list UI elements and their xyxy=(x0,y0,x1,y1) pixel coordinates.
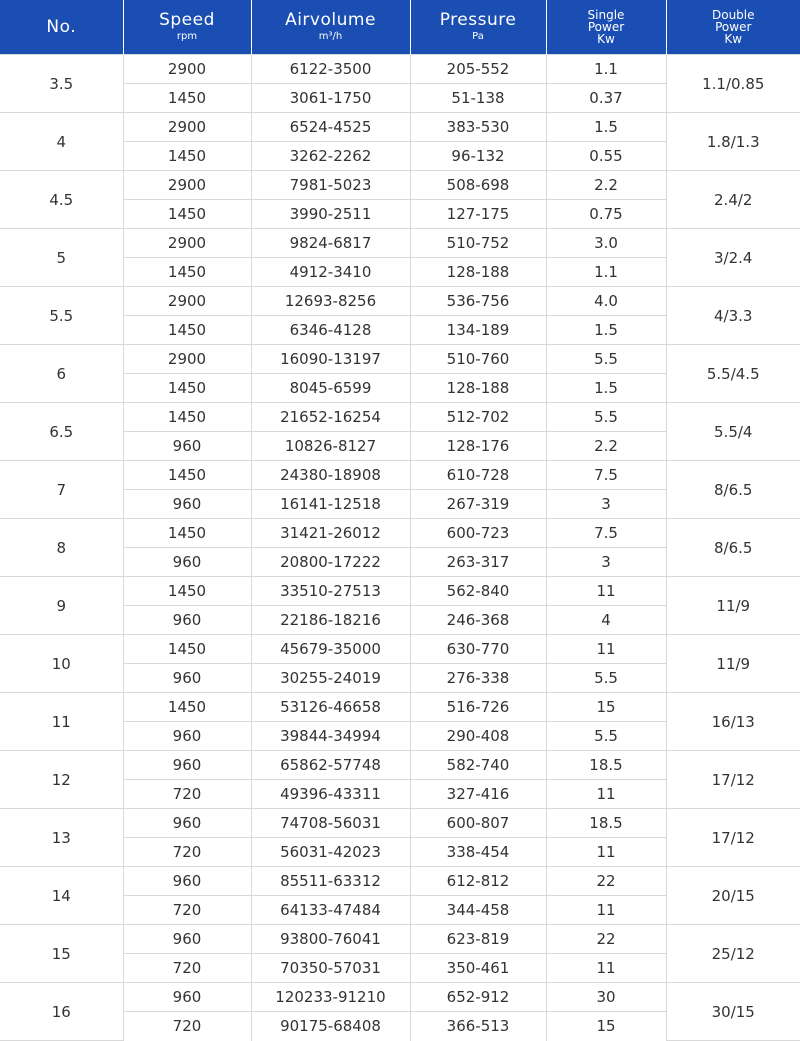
table-row xyxy=(0,693,800,722)
speed-cell: 960 xyxy=(123,432,251,461)
pressure-cell: 366-513 xyxy=(410,1012,546,1041)
speed-cell: 960 xyxy=(123,751,251,780)
table-row xyxy=(0,809,800,838)
pressure-cell: 612-812 xyxy=(410,867,546,896)
single-power-cell: 2.2 xyxy=(546,432,666,461)
speed-cell: 960 xyxy=(123,925,251,954)
pressure-cell: 512-702 xyxy=(410,403,546,432)
airvolume-cell: 120233-91210 xyxy=(251,983,410,1012)
model-number-cell: 15 xyxy=(0,925,123,983)
table-row xyxy=(0,519,800,548)
speed-cell: 1450 xyxy=(123,142,251,171)
speed-cell: 1450 xyxy=(123,316,251,345)
single-power-cell: 22 xyxy=(546,925,666,954)
pressure-cell: 246-368 xyxy=(410,606,546,635)
model-number-cell: 12 xyxy=(0,751,123,809)
pressure-cell: 96-132 xyxy=(410,142,546,171)
single-power-cell: 18.5 xyxy=(546,751,666,780)
single-power-cell: 1.5 xyxy=(546,374,666,403)
single-power-cell: 1.1 xyxy=(546,258,666,287)
airvolume-cell: 4912-3410 xyxy=(251,258,410,287)
table-row xyxy=(0,287,800,316)
model-number-cell: 7 xyxy=(0,461,123,519)
double-power-cell: 16/13 xyxy=(666,693,800,751)
airvolume-cell: 10826-8127 xyxy=(251,432,410,461)
table-row xyxy=(0,229,800,258)
airvolume-cell: 70350-57031 xyxy=(251,954,410,983)
pressure-cell: 536-756 xyxy=(410,287,546,316)
airvolume-cell: 8045-6599 xyxy=(251,374,410,403)
model-number-cell: 8 xyxy=(0,519,123,577)
airvolume-cell: 24380-18908 xyxy=(251,461,410,490)
speed-cell: 720 xyxy=(123,780,251,809)
table-body xyxy=(0,55,800,1041)
table-row xyxy=(0,925,800,954)
speed-cell: 2900 xyxy=(123,113,251,142)
pressure-cell: 290-408 xyxy=(410,722,546,751)
double-power-cell: 20/15 xyxy=(666,867,800,925)
double-power-cell: 1.1/0.85 xyxy=(666,55,800,113)
double-power-cell: 1.8/1.3 xyxy=(666,113,800,171)
single-power-cell: 15 xyxy=(546,693,666,722)
single-power-cell: 18.5 xyxy=(546,809,666,838)
speed-cell: 960 xyxy=(123,548,251,577)
table-row xyxy=(0,983,800,1012)
pressure-cell: 652-912 xyxy=(410,983,546,1012)
model-number-cell: 14 xyxy=(0,867,123,925)
pressure-cell: 562-840 xyxy=(410,577,546,606)
airvolume-cell: 39844-34994 xyxy=(251,722,410,751)
model-number-cell: 13 xyxy=(0,809,123,867)
speed-cell: 960 xyxy=(123,606,251,635)
table-row xyxy=(0,171,800,200)
speed-cell: 720 xyxy=(123,896,251,925)
speed-cell: 960 xyxy=(123,490,251,519)
airvolume-cell: 64133-47484 xyxy=(251,896,410,925)
header-speed: Speed rpm xyxy=(123,0,251,55)
single-power-cell: 1.5 xyxy=(546,316,666,345)
airvolume-cell: 12693-8256 xyxy=(251,287,410,316)
double-power-cell: 11/9 xyxy=(666,577,800,635)
airvolume-cell: 20800-17222 xyxy=(251,548,410,577)
pressure-cell: 263-317 xyxy=(410,548,546,577)
pressure-cell: 600-807 xyxy=(410,809,546,838)
single-power-cell: 5.5 xyxy=(546,664,666,693)
single-power-cell: 11 xyxy=(546,954,666,983)
model-number-cell: 3.5 xyxy=(0,55,123,113)
single-power-cell: 3 xyxy=(546,490,666,519)
airvolume-cell: 16090-13197 xyxy=(251,345,410,374)
airvolume-cell: 22186-18216 xyxy=(251,606,410,635)
double-power-cell: 5.5/4.5 xyxy=(666,345,800,403)
single-power-cell: 22 xyxy=(546,867,666,896)
header-pressure: Pressure Pa xyxy=(410,0,546,55)
airvolume-cell: 6122-3500 xyxy=(251,55,410,84)
header-double-power: Double Power Kw xyxy=(666,0,800,55)
model-number-cell: 4 xyxy=(0,113,123,171)
single-power-cell: 4.0 xyxy=(546,287,666,316)
pressure-cell: 51-138 xyxy=(410,84,546,113)
double-power-cell: 17/12 xyxy=(666,809,800,867)
speed-cell: 720 xyxy=(123,1012,251,1041)
single-power-cell: 5.5 xyxy=(546,403,666,432)
airvolume-cell: 90175-68408 xyxy=(251,1012,410,1041)
single-power-cell: 1.5 xyxy=(546,113,666,142)
single-power-cell: 11 xyxy=(546,577,666,606)
single-power-cell: 30 xyxy=(546,983,666,1012)
speed-cell: 1450 xyxy=(123,84,251,113)
airvolume-cell: 16141-12518 xyxy=(251,490,410,519)
speed-cell: 1450 xyxy=(123,200,251,229)
header-airvolume: Airvolume m³/h xyxy=(251,0,410,55)
single-power-cell: 0.37 xyxy=(546,84,666,113)
model-number-cell: 16 xyxy=(0,983,123,1041)
model-number-cell: 5.5 xyxy=(0,287,123,345)
model-number-cell: 6.5 xyxy=(0,403,123,461)
speed-cell: 1450 xyxy=(123,693,251,722)
pressure-cell: 623-819 xyxy=(410,925,546,954)
pressure-cell: 128-176 xyxy=(410,432,546,461)
double-power-cell: 30/15 xyxy=(666,983,800,1041)
single-power-cell: 0.75 xyxy=(546,200,666,229)
pressure-cell: 267-319 xyxy=(410,490,546,519)
pressure-cell: 276-338 xyxy=(410,664,546,693)
pressure-cell: 610-728 xyxy=(410,461,546,490)
airvolume-cell: 6346-4128 xyxy=(251,316,410,345)
airvolume-cell: 31421-26012 xyxy=(251,519,410,548)
single-power-cell: 7.5 xyxy=(546,461,666,490)
airvolume-cell: 6524-4525 xyxy=(251,113,410,142)
double-power-cell: 8/6.5 xyxy=(666,461,800,519)
speed-cell: 960 xyxy=(123,983,251,1012)
speed-cell: 960 xyxy=(123,809,251,838)
airvolume-cell: 21652-16254 xyxy=(251,403,410,432)
speed-cell: 2900 xyxy=(123,229,251,258)
single-power-cell: 3 xyxy=(546,548,666,577)
pressure-cell: 350-461 xyxy=(410,954,546,983)
speed-cell: 1450 xyxy=(123,461,251,490)
airvolume-cell: 3990-2511 xyxy=(251,200,410,229)
airvolume-cell: 9824-6817 xyxy=(251,229,410,258)
single-power-cell: 5.5 xyxy=(546,345,666,374)
double-power-cell: 3/2.4 xyxy=(666,229,800,287)
speed-cell: 720 xyxy=(123,838,251,867)
speed-cell: 1450 xyxy=(123,403,251,432)
table-row xyxy=(0,577,800,606)
pressure-cell: 128-188 xyxy=(410,258,546,287)
pressure-cell: 338-454 xyxy=(410,838,546,867)
table-row xyxy=(0,461,800,490)
table-row xyxy=(0,403,800,432)
single-power-cell: 11 xyxy=(546,896,666,925)
header-no: No. xyxy=(0,0,123,55)
model-number-cell: 10 xyxy=(0,635,123,693)
double-power-cell: 4/3.3 xyxy=(666,287,800,345)
pressure-cell: 516-726 xyxy=(410,693,546,722)
table-header xyxy=(0,0,800,55)
speed-cell: 2900 xyxy=(123,287,251,316)
airvolume-cell: 3262-2262 xyxy=(251,142,410,171)
pressure-cell: 344-458 xyxy=(410,896,546,925)
airvolume-cell: 93800-76041 xyxy=(251,925,410,954)
single-power-cell: 3.0 xyxy=(546,229,666,258)
single-power-cell: 1.1 xyxy=(546,55,666,84)
single-power-cell: 0.55 xyxy=(546,142,666,171)
single-power-cell: 2.2 xyxy=(546,171,666,200)
single-power-cell: 11 xyxy=(546,780,666,809)
speed-cell: 960 xyxy=(123,867,251,896)
speed-cell: 1450 xyxy=(123,519,251,548)
double-power-cell: 5.5/4 xyxy=(666,403,800,461)
single-power-cell: 7.5 xyxy=(546,519,666,548)
model-number-cell: 4.5 xyxy=(0,171,123,229)
single-power-cell: 5.5 xyxy=(546,722,666,751)
single-power-cell: 4 xyxy=(546,606,666,635)
model-number-cell: 11 xyxy=(0,693,123,751)
airvolume-cell: 33510-27513 xyxy=(251,577,410,606)
model-number-cell: 9 xyxy=(0,577,123,635)
speed-cell: 2900 xyxy=(123,345,251,374)
table-row xyxy=(0,345,800,374)
airvolume-cell: 53126-46658 xyxy=(251,693,410,722)
speed-cell: 720 xyxy=(123,954,251,983)
single-power-cell: 15 xyxy=(546,1012,666,1041)
table-row xyxy=(0,635,800,664)
pressure-cell: 510-760 xyxy=(410,345,546,374)
pressure-cell: 383-530 xyxy=(410,113,546,142)
speed-cell: 1450 xyxy=(123,635,251,664)
speed-cell: 1450 xyxy=(123,258,251,287)
double-power-cell: 25/12 xyxy=(666,925,800,983)
speed-cell: 1450 xyxy=(123,374,251,403)
table-row xyxy=(0,867,800,896)
speed-cell: 960 xyxy=(123,664,251,693)
table-row xyxy=(0,751,800,780)
speed-cell: 1450 xyxy=(123,577,251,606)
airvolume-cell: 74708-56031 xyxy=(251,809,410,838)
double-power-cell: 2.4/2 xyxy=(666,171,800,229)
airvolume-cell: 85511-63312 xyxy=(251,867,410,896)
airvolume-cell: 3061-1750 xyxy=(251,84,410,113)
pressure-cell: 205-552 xyxy=(410,55,546,84)
airvolume-cell: 45679-35000 xyxy=(251,635,410,664)
pressure-cell: 600-723 xyxy=(410,519,546,548)
header-row xyxy=(0,0,800,55)
speed-cell: 2900 xyxy=(123,55,251,84)
pressure-cell: 327-416 xyxy=(410,780,546,809)
pressure-cell: 630-770 xyxy=(410,635,546,664)
speed-cell: 2900 xyxy=(123,171,251,200)
double-power-cell: 11/9 xyxy=(666,635,800,693)
airvolume-cell: 7981-5023 xyxy=(251,171,410,200)
airvolume-cell: 30255-24019 xyxy=(251,664,410,693)
pressure-cell: 127-175 xyxy=(410,200,546,229)
pressure-cell: 508-698 xyxy=(410,171,546,200)
single-power-cell: 11 xyxy=(546,838,666,867)
airvolume-cell: 65862-57748 xyxy=(251,751,410,780)
pressure-cell: 134-189 xyxy=(410,316,546,345)
double-power-cell: 8/6.5 xyxy=(666,519,800,577)
pressure-cell: 582-740 xyxy=(410,751,546,780)
single-power-cell: 11 xyxy=(546,635,666,664)
airvolume-cell: 49396-43311 xyxy=(251,780,410,809)
speed-cell: 960 xyxy=(123,722,251,751)
model-number-cell: 6 xyxy=(0,345,123,403)
double-power-cell: 17/12 xyxy=(666,751,800,809)
table-row xyxy=(0,55,800,84)
airvolume-cell: 56031-42023 xyxy=(251,838,410,867)
model-number-cell: 5 xyxy=(0,229,123,287)
table-row xyxy=(0,113,800,142)
pressure-cell: 510-752 xyxy=(410,229,546,258)
header-single-power: Single Power Kw xyxy=(546,0,666,55)
pressure-cell: 128-188 xyxy=(410,374,546,403)
